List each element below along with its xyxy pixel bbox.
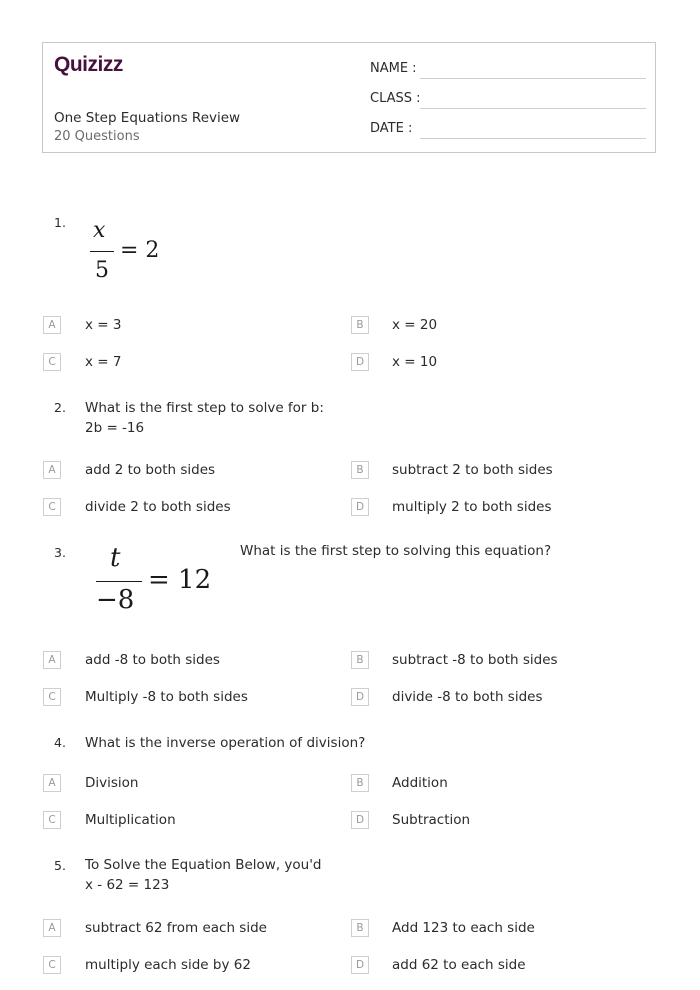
option-text: add 2 to both sides (85, 462, 216, 478)
option-letter: D (351, 353, 369, 371)
question-count: 20 Questions (54, 129, 140, 144)
option-letter: B (351, 316, 369, 334)
option-letter: A (43, 774, 61, 792)
option-text: multiply 2 to both sides (392, 499, 552, 515)
quizizz-logo: Quizizz (54, 53, 123, 76)
option-text: x = 10 (392, 354, 438, 370)
option-text: x = 3 (85, 317, 122, 333)
option-letter: D (351, 498, 369, 516)
option-letter: A (43, 461, 61, 479)
option-text: x = 20 (392, 317, 438, 333)
option-text: subtract 62 from each side (85, 920, 267, 936)
question-text: What is the first step to solving this equation? (240, 543, 552, 559)
equation-denominator: 5 (95, 258, 109, 283)
equation-denominator: −8 (96, 585, 135, 615)
question-line: To Solve the Equation Below, you'd (85, 857, 322, 873)
option-text: subtract -8 to both sides (392, 652, 558, 668)
option-letter: A (43, 651, 61, 669)
option-letter: B (351, 919, 369, 937)
question-text: What is the inverse operation of division? (85, 735, 366, 751)
option-text: Division (85, 775, 139, 791)
question-line: 2b = -16 (85, 420, 145, 436)
option-letter: C (43, 811, 61, 829)
option-letter: C (43, 353, 61, 371)
question-line: What is the first step to solve for b: (85, 400, 324, 416)
option-letter: C (43, 688, 61, 706)
question-text (85, 855, 321, 895)
question-number: 1. (54, 215, 66, 230)
question-number: 5. (54, 858, 66, 873)
option-text: Multiply -8 to both sides (85, 689, 248, 705)
option-letter: D (351, 956, 369, 974)
option-text: Addition (392, 775, 448, 791)
equation-rhs: = 12 (148, 565, 212, 595)
worksheet-header (42, 42, 656, 153)
option-letter: D (351, 688, 369, 706)
option-text: x = 7 (85, 354, 122, 370)
date-line (420, 138, 646, 139)
option-letter: D (351, 811, 369, 829)
name-line (420, 78, 646, 79)
question-text (85, 398, 324, 438)
question-number: 2. (54, 400, 66, 415)
fraction-bar (96, 581, 142, 582)
fraction-bar (90, 251, 114, 252)
option-text: Subtraction (392, 812, 471, 828)
name-label: NAME : (370, 61, 417, 76)
option-letter: B (351, 461, 369, 479)
class-line (420, 108, 646, 109)
option-letter: C (43, 498, 61, 516)
worksheet-title: One Step Equations Review (54, 110, 241, 126)
option-text: divide -8 to both sides (392, 689, 543, 705)
class-label: CLASS : (370, 91, 421, 106)
option-letter: B (351, 774, 369, 792)
question-number: 4. (54, 735, 66, 750)
option-letter: A (43, 919, 61, 937)
date-label: DATE : (370, 121, 413, 136)
option-text: Multiplication (85, 812, 176, 828)
option-letter: B (351, 651, 369, 669)
option-text: subtract 2 to both sides (392, 462, 553, 478)
equation-numerator: t (110, 543, 121, 573)
option-text: add 62 to each side (392, 957, 526, 973)
equation-numerator: x (93, 218, 106, 243)
equation-rhs: = 2 (120, 238, 160, 263)
option-letter: A (43, 316, 61, 334)
question-line: x - 62 = 123 (85, 877, 170, 893)
option-text: multiply each side by 62 (85, 957, 251, 973)
question-number: 3. (54, 545, 66, 560)
option-letter: C (43, 956, 61, 974)
option-text: Add 123 to each side (392, 920, 535, 936)
option-text: add -8 to both sides (85, 652, 220, 668)
option-text: divide 2 to both sides (85, 499, 231, 515)
